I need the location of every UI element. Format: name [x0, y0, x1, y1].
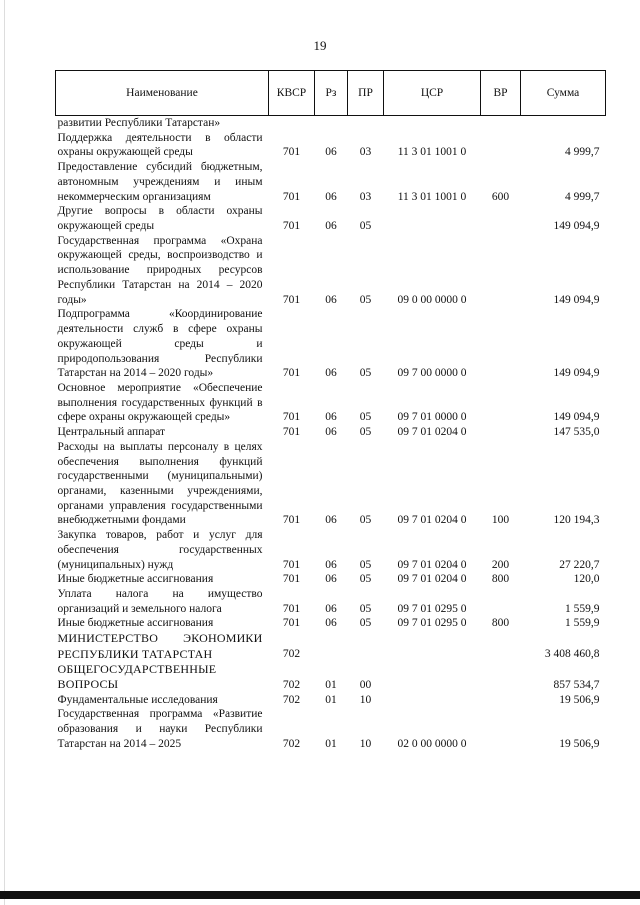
cell-vr [481, 204, 521, 233]
cell-sum: 3 408 460,8 [544, 648, 600, 661]
table-row [56, 631, 606, 662]
cell-name: Фундаментальные исследования [57, 693, 218, 706]
cell-kvsr: 702 [282, 737, 301, 750]
cell-vr: 200 [491, 558, 510, 571]
cell-name: Иные бюджетные ассигнования [57, 573, 214, 586]
table-row [56, 616, 606, 631]
cell-rz: 06 [325, 146, 337, 159]
cell-csr: 09 7 01 0204 0 [397, 514, 467, 527]
cell-sum: 1 559,9 [565, 617, 600, 630]
cell-pr: 05 [359, 558, 372, 571]
cell-vr [481, 693, 521, 708]
cell-vr [481, 307, 521, 381]
cell-pr: 05 [359, 514, 372, 527]
cell-pr: 05 [359, 602, 372, 615]
cell-name: Основное мероприятие «Обеспечение выполнения государственных функций в сфере охраны окружающей среды» [57, 381, 263, 424]
cell-kvsr: 702 [282, 693, 301, 706]
cell-pr: 05 [359, 293, 372, 306]
cell-rz [315, 631, 348, 662]
table-row [56, 131, 606, 160]
cell-vr [481, 234, 521, 308]
cell-pr [348, 631, 384, 662]
cell-vr: 600 [491, 190, 510, 203]
table-row [56, 693, 606, 708]
table-row [56, 160, 606, 204]
cell-pr [348, 116, 384, 131]
table-row [56, 528, 606, 572]
table-row [56, 440, 606, 528]
table-row [56, 587, 606, 616]
cell-rz: 06 [325, 293, 337, 306]
cell-kvsr: 701 [282, 617, 301, 630]
cell-name: Расходы на выплаты персоналу в целях обеспечения выполнения функций государственными (муниципальными) органами, казенными учреждениями, органами управления государственными внебюджетными фондами [57, 440, 263, 527]
cell-kvsr: 701 [282, 190, 301, 203]
cell-name: Подпрограмма «Координирование деятельности служб в сфере охраны окружающей среды и природопользования Республики Татарстан на 2014 – 2020 годы» [57, 308, 263, 380]
cell-kvsr: 701 [282, 146, 301, 159]
cell-rz: 06 [325, 411, 337, 424]
cell-rz: 01 [325, 678, 337, 691]
cell-name: Иные бюджетные ассигнования [57, 617, 214, 630]
cell-sum: 120 194,3 [553, 514, 600, 527]
cell-vr [481, 587, 521, 616]
budget-table [55, 70, 606, 751]
cell-csr: 09 7 01 0295 0 [397, 617, 467, 630]
cell-pr: 10 [359, 737, 372, 750]
cell-name: ОБЩЕГОСУДАРСТВЕННЫЕ ВОПРОСЫ [57, 661, 217, 692]
table-row [56, 572, 606, 587]
cell-pr: 00 [359, 678, 372, 691]
cell-rz: 01 [325, 693, 337, 706]
header-pr: ПР [348, 71, 384, 116]
cell-vr [481, 116, 521, 131]
cell-rz: 06 [325, 220, 337, 233]
cell-rz: 06 [325, 573, 337, 586]
cell-vr: 800 [491, 573, 510, 586]
cell-csr [384, 116, 481, 131]
table-row [56, 234, 606, 308]
cell-sum: 4 999,7 [565, 146, 600, 159]
cell-rz: 06 [325, 426, 337, 439]
cell-name: Центральный аппарат [57, 426, 166, 439]
cell-sum: 120,0 [573, 573, 600, 586]
cell-kvsr: 701 [282, 367, 301, 380]
cell-pr: 05 [359, 367, 372, 380]
cell-vr [481, 707, 521, 751]
header-name: Наименование [56, 71, 269, 116]
cell-rz: 06 [325, 558, 337, 571]
header-rz: Рз [315, 71, 348, 116]
cell-vr [481, 131, 521, 160]
cell-kvsr: 701 [282, 514, 301, 527]
cell-csr [384, 693, 481, 708]
cell-vr: 100 [491, 514, 510, 527]
cell-sum: 149 094,9 [553, 367, 600, 380]
scan-edge-line [4, 0, 5, 905]
table-row [56, 381, 606, 425]
cell-pr: 05 [359, 220, 372, 233]
cell-kvsr: 701 [282, 426, 301, 439]
cell-kvsr [269, 116, 315, 131]
cell-kvsr: 702 [282, 648, 301, 661]
scan-bottom-border [0, 891, 640, 899]
cell-sum: 149 094,9 [553, 411, 600, 424]
cell-csr [384, 631, 481, 662]
table-row [56, 116, 606, 131]
cell-kvsr: 701 [282, 411, 301, 424]
cell-csr: 09 7 01 0295 0 [397, 602, 467, 615]
cell-csr: 11 3 01 1001 0 [397, 146, 467, 159]
cell-rz: 06 [325, 190, 337, 203]
cell-kvsr: 701 [282, 220, 301, 233]
cell-sum: 149 094,9 [553, 293, 600, 306]
cell-vr [481, 425, 521, 440]
cell-kvsr: 702 [282, 678, 301, 691]
cell-name: Другие вопросы в области охраны окружающей среды [57, 205, 263, 233]
table-header-row [56, 71, 606, 116]
cell-sum: 149 094,9 [553, 220, 600, 233]
cell-sum [521, 116, 606, 131]
header-kvsr: КВСР [269, 71, 315, 116]
table-row [56, 307, 606, 381]
cell-vr [481, 631, 521, 662]
cell-vr [481, 662, 521, 693]
cell-name: Уплата налога на имущество организаций и земельного налога [57, 588, 263, 615]
cell-csr: 11 3 01 1001 0 [397, 190, 467, 203]
cell-csr: 09 7 01 0204 0 [397, 573, 467, 586]
cell-rz: 06 [325, 514, 337, 527]
cell-csr: 09 0 00 0000 0 [397, 293, 467, 306]
cell-pr: 10 [359, 693, 372, 706]
cell-vr [481, 381, 521, 425]
page-number: 19 [313, 38, 327, 53]
cell-sum: 147 535,0 [553, 426, 600, 439]
cell-csr: 09 7 01 0204 0 [397, 558, 467, 571]
table-row [56, 425, 606, 440]
cell-kvsr: 701 [282, 602, 301, 615]
header-csr: ЦСР [384, 71, 481, 116]
cell-name: Государственная программа «Развитие образования и науки Республики Татарстан на 2014 – 2025 [57, 708, 263, 750]
cell-rz: 06 [325, 602, 337, 615]
table-row [56, 707, 606, 751]
cell-name: Предоставление субсидий бюджетным, автономным учреждениям и иным некоммерческим организациям [57, 161, 263, 203]
cell-csr [384, 204, 481, 233]
header-sum: Сумма [521, 71, 606, 116]
cell-sum: 27 220,7 [559, 558, 600, 571]
cell-csr: 09 7 01 0204 0 [397, 426, 467, 439]
cell-sum: 4 999,7 [565, 190, 600, 203]
table-body [56, 116, 606, 752]
cell-pr: 05 [359, 617, 372, 630]
cell-csr [384, 662, 481, 693]
cell-rz: 01 [325, 737, 337, 750]
cell-rz: 06 [325, 617, 337, 630]
cell-name: Поддержка деятельности в области охраны окружающей среды [57, 131, 263, 159]
cell-vr: 800 [491, 617, 510, 630]
cell-kvsr: 701 [282, 558, 301, 571]
cell-csr: 09 7 01 0000 0 [397, 411, 467, 424]
cell-pr: 05 [359, 411, 372, 424]
cell-pr: 03 [359, 146, 372, 159]
cell-csr: 02 0 00 0000 0 [397, 737, 467, 750]
cell-pr: 03 [359, 190, 372, 203]
cell-kvsr: 701 [282, 293, 301, 306]
cell-kvsr: 701 [282, 573, 301, 586]
cell-pr: 05 [359, 426, 372, 439]
header-vr: ВР [481, 71, 521, 116]
table-row [56, 662, 606, 693]
cell-sum: 857 534,7 [553, 678, 600, 691]
cell-name: развитии Республики Татарстан» [57, 117, 221, 129]
cell-name: Закупка товаров, работ и услуг для обеспечения государственных (муниципальных) нужд [57, 529, 263, 571]
cell-sum: 19 506,9 [559, 737, 600, 750]
cell-csr: 09 7 00 0000 0 [397, 367, 467, 380]
cell-name: Государственная программа «Охрана окружающей среды, воспроизводство и использование природных ресурсов Республики Татарстан на 2014 – 2020 годы» [57, 234, 263, 306]
cell-sum: 19 506,9 [559, 693, 600, 706]
cell-rz: 06 [325, 367, 337, 380]
cell-name: МИНИСТЕРСТВО ЭКОНОМИКИ РЕСПУБЛИКИ ТАТАРСТАН [57, 631, 263, 661]
cell-sum: 1 559,9 [565, 602, 600, 615]
cell-pr: 05 [359, 573, 372, 586]
cell-rz [315, 116, 348, 131]
table-row [56, 204, 606, 233]
